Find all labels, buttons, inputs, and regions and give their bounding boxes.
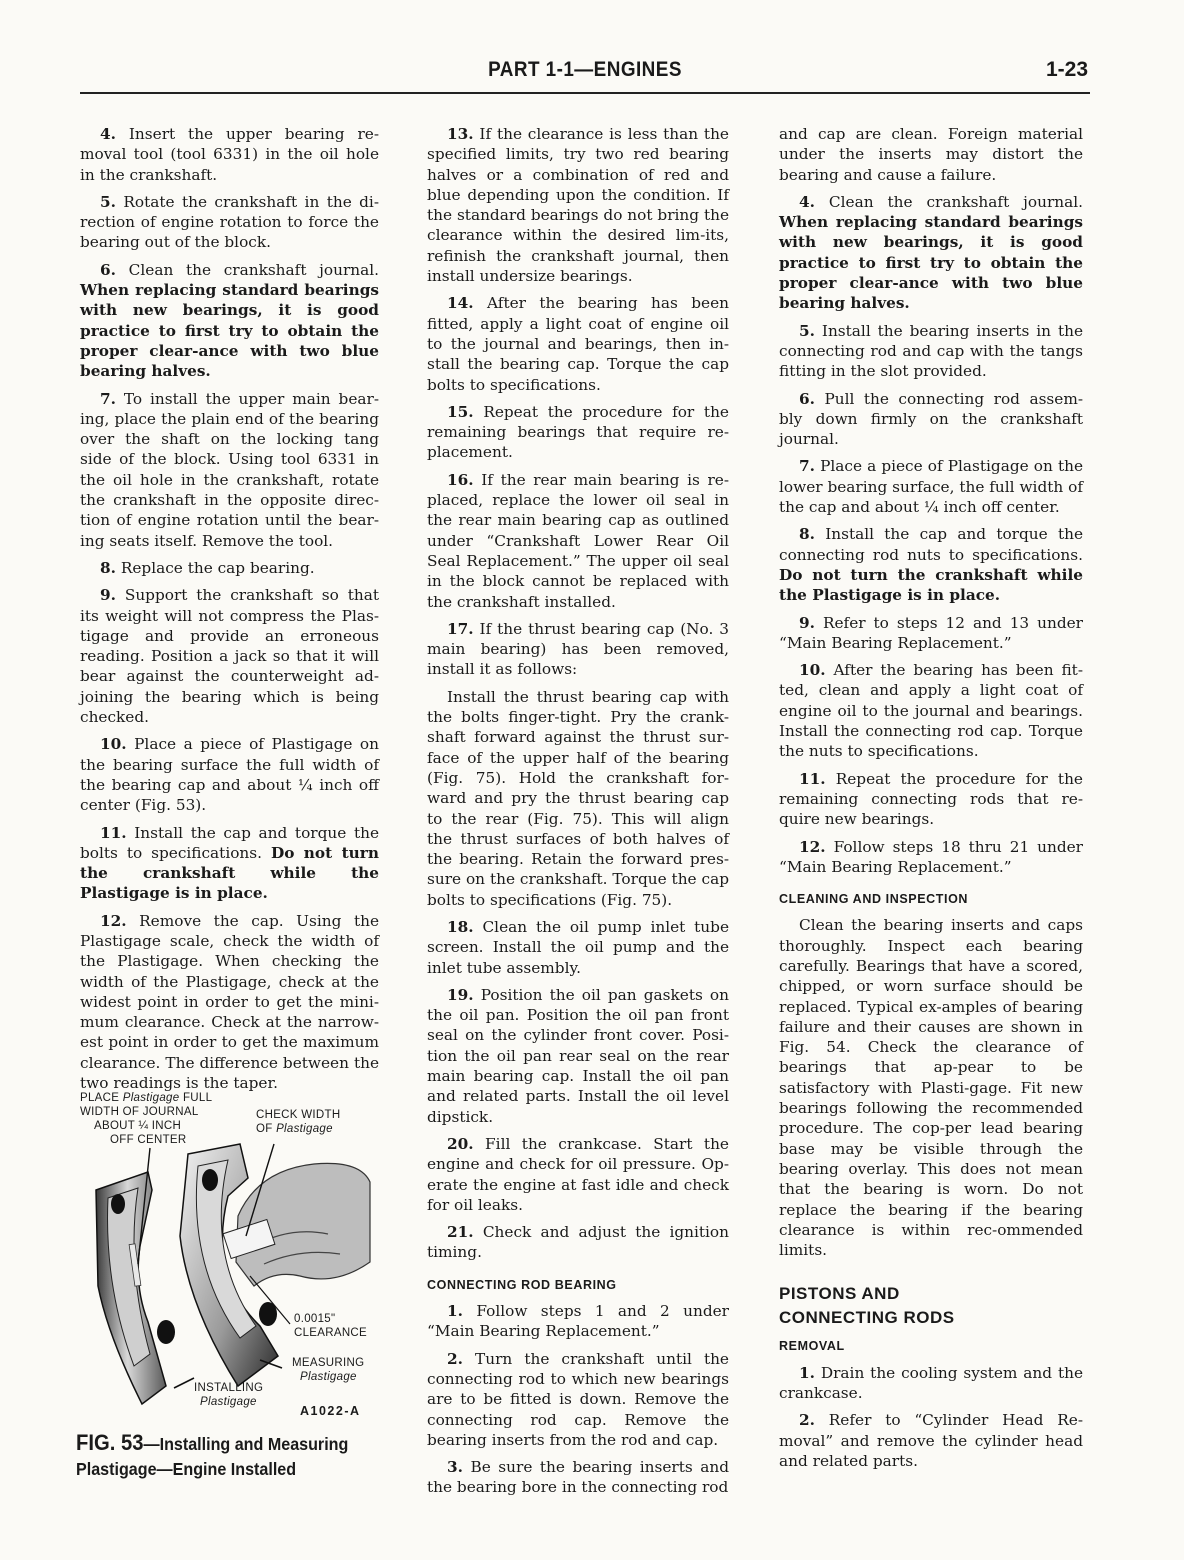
step-text: Drain the cooling system and the crankcase. bbox=[779, 1363, 1083, 1403]
step-text: If the thrust bearing cap (No. 3 main bearing) has been removed, install it as follows: bbox=[427, 619, 729, 679]
step-text: Place a piece of Plastigage on the bearing surface the full width of the bearing cap and about ¼ inch off center (Fig. 53). bbox=[80, 735, 379, 815]
rod-step-10 bbox=[779, 660, 1083, 761]
step-7 bbox=[80, 389, 379, 551]
step-number: 4. bbox=[799, 192, 815, 211]
label-clearance bbox=[294, 1312, 367, 1340]
step-number: 10. bbox=[100, 735, 127, 754]
step-number: 14. bbox=[447, 294, 474, 313]
rod-step-3-continued: and cap are clean. Foreign material under the inserts may distort the bearing and cause a failure. bbox=[779, 125, 1083, 184]
leader-line bbox=[174, 1378, 194, 1388]
step-text: Remove the cap. Using the Plastigage scale, check the width of the Plastigage. When checking the width of the Plastigage, check at the widest point in order to get the mini-mum clearance. Check at the narrow-est point in order to get the maximum clearance. The difference between the two readings is the taper. bbox=[80, 911, 379, 1093]
left-bolt-hole-bottom bbox=[157, 1320, 175, 1344]
step-text: Be sure the bearing inserts and the bearing bore in the connecting rod bbox=[427, 1458, 729, 1497]
label-text: OFF CENTER bbox=[110, 1134, 187, 1146]
figure-53 bbox=[78, 1086, 378, 1426]
step-number: 17. bbox=[447, 619, 474, 638]
step-5 bbox=[80, 192, 379, 253]
step-16 bbox=[427, 470, 729, 612]
rod-step-3 bbox=[427, 1457, 729, 1498]
figure-number: FIG. 53 bbox=[76, 1430, 144, 1455]
label-text: FULL bbox=[182, 1092, 213, 1104]
label-text: MEASURING bbox=[292, 1357, 365, 1369]
label-place-plastigage bbox=[80, 1091, 212, 1147]
step-text: Fill the crankcase. Start the engine and check for oil pressure. Op-erate the engine at fast idle and check for oil leaks. bbox=[427, 1134, 729, 1214]
step-text: Pull the connecting rod assem-bly down firmly on the crankshaft journal. bbox=[779, 389, 1083, 449]
step-number: 3. bbox=[447, 1458, 463, 1477]
caption-text: —Installing and Measuring bbox=[143, 1434, 349, 1454]
label-text: Plastigage bbox=[200, 1396, 257, 1408]
section-heading-line: PISTONS AND bbox=[779, 1284, 900, 1304]
step-text: Turn the crankshaft until the connecting rod to which new bearings are to be fitted is down. Remove the connecting rod cap. Remove the bearing inserts from the rod and cap. bbox=[427, 1349, 729, 1449]
step-text: Refer to “Cylinder Head Re-moval” and remove the cylinder head and related parts. bbox=[779, 1411, 1083, 1470]
step-text: Support the crankshaft so that its weight will not compress the Plas-tigage and provide an erroneous reading. Position a jack so that it will bear against the counterweight ad-joining the bearing which is being checked. bbox=[80, 586, 379, 727]
figure-code: A1022-A bbox=[300, 1404, 361, 1418]
step-number: 2. bbox=[447, 1349, 463, 1368]
step-13 bbox=[427, 124, 729, 286]
step-number: 10. bbox=[799, 661, 826, 680]
section-heading-pistons bbox=[779, 1282, 1083, 1330]
step-number: 7. bbox=[799, 457, 815, 476]
step-number: 5. bbox=[100, 192, 116, 211]
step-text: Clean the crankshaft journal. bbox=[115, 260, 379, 279]
label-measuring bbox=[292, 1356, 364, 1384]
column-2 bbox=[427, 124, 729, 1505]
step-number: 8. bbox=[799, 525, 815, 544]
step-warning: When replacing standard bearings with new bearings, it is good practice to first try to obtain the proper clear-ance with two blue bearing halves. bbox=[80, 281, 379, 381]
step-number: 4. bbox=[100, 125, 116, 143]
removal-step-1 bbox=[779, 1363, 1083, 1404]
step-number: 6. bbox=[100, 260, 116, 279]
step-number: 19. bbox=[447, 985, 474, 1004]
step-warning: Do not turn the crankshaft while the Plastigage is in place. bbox=[80, 843, 379, 903]
step-number: 21. bbox=[447, 1223, 474, 1242]
step-11 bbox=[80, 823, 379, 904]
step-number: 16. bbox=[447, 470, 474, 489]
rod-step-1 bbox=[427, 1301, 729, 1342]
rod-step-2 bbox=[427, 1349, 729, 1450]
header-title: PART 1-1—ENGINES bbox=[488, 58, 682, 81]
step-17 bbox=[427, 619, 729, 680]
label-text: CLEARANCE bbox=[294, 1327, 367, 1339]
step-9 bbox=[80, 585, 379, 727]
label-text: Plastigage bbox=[300, 1371, 357, 1383]
caption-text: Plastigage—Engine Installed bbox=[76, 1459, 297, 1479]
subheading-removal: REMOVAL bbox=[779, 1339, 845, 1354]
rod-step-7 bbox=[779, 456, 1083, 517]
label-installing bbox=[194, 1381, 263, 1409]
step-12 bbox=[80, 911, 379, 1094]
step-number: 20. bbox=[447, 1134, 474, 1153]
left-bolt-hole-top bbox=[111, 1194, 125, 1214]
label-text: WIDTH OF JOURNAL bbox=[80, 1106, 199, 1118]
label-text: CHECK WIDTH bbox=[256, 1109, 341, 1121]
rod-step-8 bbox=[779, 524, 1083, 605]
removal-step-2 bbox=[779, 1410, 1083, 1471]
column-3 bbox=[779, 124, 1083, 1478]
step-21 bbox=[427, 1222, 729, 1263]
step-8 bbox=[80, 558, 379, 578]
step-number: 12. bbox=[100, 911, 127, 930]
step-text: Install the cap and torque the connecting rod nuts to specifications. bbox=[779, 525, 1083, 564]
figure-caption bbox=[76, 1430, 370, 1482]
label-text: ABOUT ¼ INCH bbox=[94, 1120, 182, 1132]
step-number: 13. bbox=[447, 125, 474, 143]
step-text: Clean the oil pump inlet tube screen. Install the oil pump and the inlet tube assembly. bbox=[427, 917, 729, 977]
step-number: 12. bbox=[799, 837, 826, 856]
step-number: 11. bbox=[100, 823, 127, 842]
step-text: Check and adjust the ignition timing. bbox=[427, 1223, 729, 1262]
step-text: Clean the crankshaft journal. bbox=[814, 192, 1083, 211]
step-text: Position the oil pan gaskets on the oil pan. Position the oil pan front seal on the cylinder front cover. Posi-tion the oil pan rear seal on the rear main bearing cap. Install the oil pan and related parts. Install the oil level dipstick. bbox=[427, 985, 729, 1126]
step-text: Place a piece of Plastigage on the lower bearing surface, the full width of the cap and about ¼ inch off center. bbox=[779, 457, 1083, 517]
step-text: Repeat the procedure for the remaining connecting rods that re-quire new bearings. bbox=[779, 769, 1083, 829]
step-warning: When replacing standard bearings with new bearings, it is good practice to first try to obtain the proper clear-ance with two blue bearing halves. bbox=[779, 213, 1083, 313]
step-17-detail: Install the thrust bearing cap with the bolts finger-tight. Pry the crank-shaft forward against the thrust sur-face of the upper half of the bearing (Fig. 75). Hold the crankshaft for-ward and pry the thrust bearing cap to the rear (Fig. 75). This will align the thrust surfaces of both halves of the bearing. Retain the forward pres-sure on the crankshaft. Torque the cap bolts to specifications (Fig. 75). bbox=[427, 687, 729, 909]
cleaning-inspection-text: Clean the bearing inserts and caps thoroughly. Inspect each bearing carefully. Bearings that have a scored, chipped, or worn surface should be replaced. Typical ex-amples of bearing failure and their causes are shown in Fig. 54. Check the clearance of bearings that ap-pear to be satisfactory with Plasti-gage. Fit new bearings following the recommended procedure. The cop-per lead bearing base may be visible through the bearing overlay. This does not mean that the bearing is worn. Do not replace the bearing if the bearing clearance is within rec-ommended limits. bbox=[779, 916, 1083, 1260]
step-warning: Do not turn the crankshaft while the Plastigage is in place. bbox=[779, 565, 1083, 605]
rod-step-4 bbox=[779, 192, 1083, 314]
step-number: 7. bbox=[100, 389, 116, 408]
step-6 bbox=[80, 260, 379, 382]
rod-step-11 bbox=[779, 769, 1083, 830]
step-number: 18. bbox=[447, 917, 474, 936]
step-20 bbox=[427, 1134, 729, 1215]
step-text: If the clearance is less than the specified limits, try two red bearing halves or a combination of red and blue depending upon the condition. If the standard bearings do not bring the clearance within the desired lim-its, refinish the crankshaft journal, then install undersize bearings. bbox=[427, 125, 729, 286]
label-text: PLACE bbox=[80, 1092, 120, 1104]
step-text: After the bearing has been fit-ted, clean and apply a light coat of engine oil to the journal and bearings. Install the connecting rod cap. Torque the nuts to specifications. bbox=[779, 661, 1083, 761]
step-4 bbox=[80, 124, 379, 185]
rod-step-9 bbox=[779, 613, 1083, 654]
step-text: Insert the upper bearing re-moval tool (tool 6331) in the oil hole in the crankshaft. bbox=[80, 125, 379, 184]
rod-step-12 bbox=[779, 837, 1083, 878]
step-10 bbox=[80, 734, 379, 815]
step-number: 1. bbox=[447, 1302, 463, 1321]
step-number: 8. bbox=[100, 558, 116, 577]
step-text: Refer to steps 12 and 13 under “Main Bearing Replacement.” bbox=[779, 613, 1083, 652]
label-text: OF bbox=[256, 1123, 273, 1135]
step-number: 9. bbox=[100, 586, 116, 605]
label-text: Plastigage bbox=[276, 1123, 333, 1135]
right-bolt-hole-top bbox=[202, 1169, 218, 1191]
step-text: Install the cap and torque the bolts to specifications. bbox=[80, 823, 379, 862]
step-text: Follow steps 18 thru 21 under “Main Bearing Replacement.” bbox=[779, 837, 1083, 876]
label-text: Plastigage bbox=[122, 1092, 180, 1104]
label-check-width bbox=[256, 1108, 340, 1136]
step-number: 5. bbox=[799, 321, 815, 340]
subheading-connecting-rod-bearing: CONNECTING ROD BEARING bbox=[427, 1277, 617, 1292]
step-18 bbox=[427, 917, 729, 978]
step-text: If the rear main bearing is re-placed, replace the lower oil seal in the rear main bearing cap as outlined under “Crankshaft Lower Rear Oil Seal Replacement.” The upper oil seal in the block cannot be replaced with the crankshaft installed. bbox=[427, 470, 729, 611]
step-text: Rotate the crankshaft in the di-rection of engine rotation to force the bearing out of the block. bbox=[80, 192, 379, 252]
rod-step-6 bbox=[779, 389, 1083, 450]
label-text: INSTALLING bbox=[194, 1382, 264, 1394]
step-15 bbox=[427, 402, 729, 463]
step-number: 11. bbox=[799, 769, 826, 788]
step-text: Install the bearing inserts in the connecting rod and cap with the tangs fitting in the slot provided. bbox=[779, 321, 1083, 381]
step-text: Replace the cap bearing. bbox=[115, 558, 315, 577]
step-text: After the bearing has been fitted, apply a light coat of engine oil to the journal and bearings, then in-stall the bearing cap. Torque the cap bolts to specifications. bbox=[427, 294, 729, 394]
header-rule bbox=[80, 92, 1090, 94]
page-number: 1-23 bbox=[1045, 58, 1088, 81]
section-heading-line: CONNECTING RODS bbox=[779, 1308, 955, 1328]
step-number: 1. bbox=[799, 1363, 815, 1382]
step-14 bbox=[427, 293, 729, 394]
rod-step-5 bbox=[779, 321, 1083, 382]
subheading-cleaning-inspection: CLEANING AND INSPECTION bbox=[779, 892, 969, 907]
column-1 bbox=[80, 124, 379, 1100]
step-number: 9. bbox=[799, 613, 815, 632]
page-header bbox=[80, 58, 1090, 88]
step-text: To install the upper main bear-ing, place the plain end of the bearing over the shaft on the locking tang side of the block. Using tool 6331 in the oil hole in the crankshaft, rotate the crankshaft in the opposite direc-tion of engine rotation until the bear-ing seats itself. Remove the tool. bbox=[80, 389, 379, 550]
step-text: Repeat the procedure for the remaining bearings that require re-placement. bbox=[427, 402, 729, 462]
step-number: 6. bbox=[799, 389, 815, 408]
label-text: 0.0015" bbox=[294, 1313, 336, 1325]
step-19 bbox=[427, 985, 729, 1127]
step-number: 15. bbox=[447, 402, 474, 421]
step-text: Follow steps 1 and 2 under “Main Bearing Replacement.” bbox=[427, 1302, 729, 1341]
step-number: 2. bbox=[799, 1411, 815, 1430]
